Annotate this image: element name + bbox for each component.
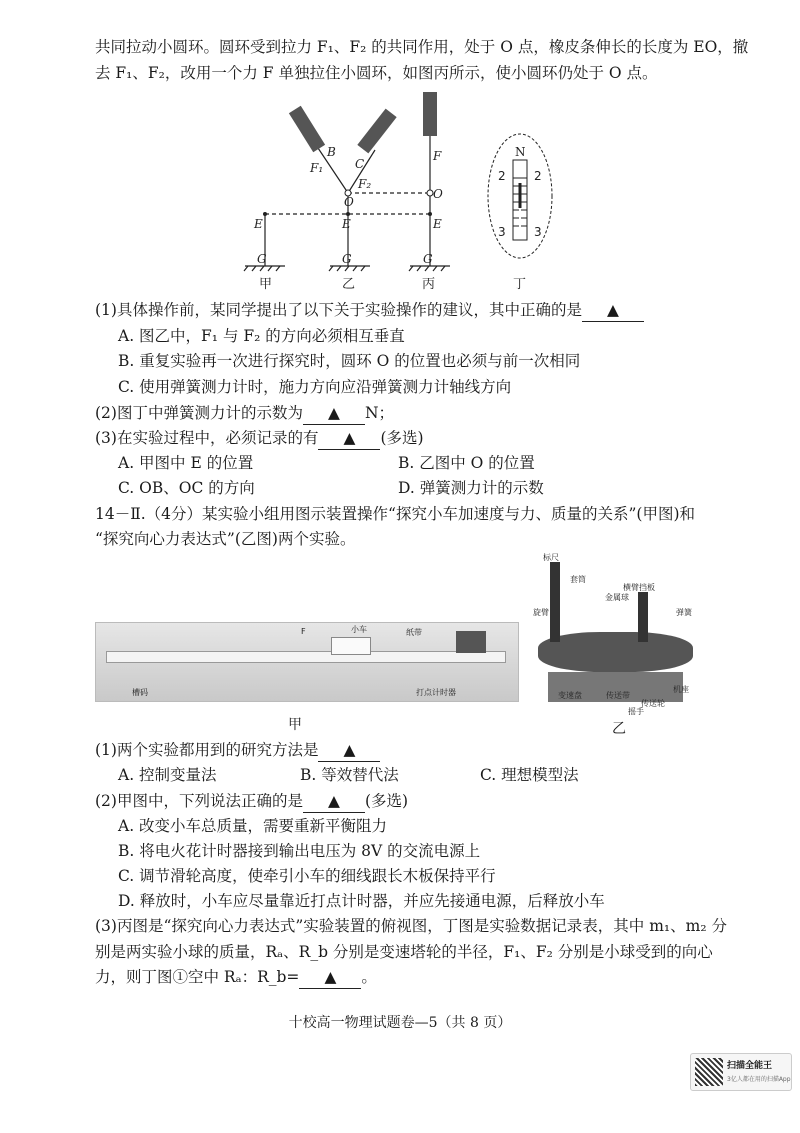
apparatus-left-pillar [550,562,560,642]
question-3 [95,427,424,450]
blank-mark: ▲ [607,301,619,319]
question-2-unit: N； [364,404,395,422]
spring-balance-b-icon [289,106,325,152]
option-1c: C. 使用弹簧测力计时，施力方向应沿弹簧测力计轴线方向 [118,378,512,396]
label-g-jia: G [257,252,267,266]
question-3-text: (3)在实验过程中，必须记录的有 [95,429,319,447]
tick-2-right: 2 [534,169,542,183]
label-f-force: F [301,627,306,636]
label-f1: F₁ [310,161,324,175]
fig-label-jia: 甲 [259,277,273,292]
question-b2-note: (多选) [364,792,409,810]
photo-label-yi: 乙 [612,721,626,737]
label-e-yi: E [342,217,351,231]
label-o-yi: O [344,195,354,209]
option-b2c: C. 调节滑轮高度，使牵引小车的细线跟长木板保持平行 [118,867,496,885]
photo-cart-track [95,622,519,702]
label-handle: 摇手 [628,707,644,716]
label-e-jia: E [254,217,263,231]
question-b1 [95,739,380,762]
answer-blank-b1[interactable] [318,739,380,762]
label-car: 小车 [351,625,367,634]
part2-line-1: 14－Ⅱ.（4分）某实验小组用图示装置操作“探究小车加速度与力、质量的关系”(甲图)和 [95,505,695,523]
label-g-yi: G [342,252,352,266]
fig-label-bing: 丙 [422,277,436,292]
part2-line-2: “探究向心力表达式”(乙图)两个实验。 [95,530,356,548]
label-c: C [355,157,365,171]
question-b3-text: 力，则丁图①空中 Rₐ：R_b= [95,968,300,986]
answer-blank-2[interactable] [303,402,365,425]
label-ball: 金属球 [605,593,629,602]
option-b2a: A. 改变小车总质量，需要重新平衡阻力 [118,817,388,835]
label-timer: 打点计时器 [416,688,456,697]
option-1a: A. 图乙中，F₁ 与 F₂ 的方向必须相互垂直 [118,327,405,345]
label-g-bing: G [423,252,433,266]
scanner-subtitle: 3亿人都在用的扫描App [727,1076,791,1083]
option-b2b: B. 将电火花计时器接到输出电压为 8V 的交流电源上 [118,842,481,860]
option-3b: B. 乙图中 O 的位置 [398,454,535,472]
fig-label-ding: 丁 [513,277,527,292]
blank-mark: ▲ [324,968,337,986]
label-b: B [327,145,336,159]
label-variable-disc: 变速盘 [558,691,582,700]
label-pulley: 传送轮 [641,699,665,708]
question-b3-line-2: 别是两实验小球的质量，Rₐ、R_b 分别是变速塔轮的半径，F₁、F₂ 分别是小球受到的向心 [95,943,713,961]
question-1-text: (1)具体操作前，某同学提出了以下关于实验操作的建议，其中正确的是 [95,301,582,319]
spring-balance-f-icon [423,92,437,136]
label-belt: 传送带 [606,691,630,700]
question-2-text: (2)图丁中弹簧测力计的示数为 [95,404,303,422]
label-base: 机座 [673,685,689,694]
question-b3-line-3 [95,966,377,989]
question-b2 [95,790,408,813]
label-spring: 弹簧 [676,608,692,617]
blank-mark: ▲ [343,741,356,759]
option-3c: C. OB、OC 的方向 [118,479,255,497]
cart-icon [331,637,371,655]
label-arm: 旋臂 [533,608,549,617]
answer-blank-b2[interactable] [303,790,365,813]
figure-spring-balance [230,88,570,298]
qr-code-icon [695,1058,723,1086]
option-b1b: B. 等效替代法 [300,766,399,784]
question-2 [95,402,394,425]
question-b3-end: 。 [361,968,377,986]
question-b1-text: (1)两个实验都用到的研究方法是 [95,741,319,759]
answer-blank-b3[interactable] [299,966,361,989]
tick-3-left: 3 [498,225,506,239]
blank-mark: ▲ [328,404,340,422]
answer-blank-3[interactable] [318,427,380,450]
track-board [106,651,506,663]
option-3a: A. 甲图中 E 的位置 [118,454,254,472]
intro-line-2: 去 F₁、F₂，改用一个力 F 单独拉住小圆环，如图丙所示，使小圆环仍处于 O 点。 [95,64,658,82]
spring-balance-c-icon [357,109,396,154]
question-b3-line-1: (3)丙图是“探究向心力表达式”实验装置的俯视图，丁图是实验数据记录表，其中 m₁、m₂ 分 [95,917,727,935]
label-o-bing: O [433,187,443,201]
option-b2d: D. 释放时，小车应尽量靠近打点计时器，并应先接通电源，后释放小车 [118,892,605,910]
answer-blank-1[interactable] [582,299,644,322]
option-b1c: C. 理想模型法 [480,766,579,784]
tick-3-right: 3 [534,225,542,239]
label-sleeve: 套筒 [570,575,586,584]
photo-centripetal-apparatus [528,552,703,716]
question-3-note: (多选) [380,429,424,447]
intro-line-1: 共同拉动小圆环。圆环受到拉力 F₁、F₂ 的共同作用，处于 O 点，橡皮条伸长的长度为 EO，撤 [95,38,749,56]
label-ruler: 标尺 [543,553,559,562]
tick-2-left: 2 [498,169,506,183]
label-tape: 纸带 [406,628,422,637]
label-hook: 槽码 [132,688,148,697]
blank-mark: ▲ [343,429,356,447]
page-footer: 十校高一物理试题卷—5（共 8 页） [288,1015,512,1031]
scanner-title: 扫描全能王 [727,1061,773,1071]
option-3d: D. 弹簧测力计的示数 [398,479,544,497]
label-baffle: 横臂挡板 [623,583,655,592]
option-b1a: A. 控制变量法 [118,766,217,784]
scanner-watermark [690,1053,792,1091]
photo-label-jia: 甲 [288,717,302,733]
apparatus-base [538,632,693,672]
label-n: N [515,145,526,159]
question-1 [95,299,644,322]
question-b2-text: (2)甲图中，下列说法正确的是 [95,792,303,810]
fig-label-yi: 乙 [342,277,356,292]
timer-icon [456,631,486,653]
blank-mark: ▲ [328,792,340,810]
option-1b: B. 重复实验再一次进行探究时，圆环 O 的位置也必须与前一次相同 [118,352,581,370]
label-f2: F₂ [358,177,372,191]
apparatus-right-pillar [638,592,648,642]
label-e-bing: E [433,217,442,231]
label-f: F [433,149,442,163]
